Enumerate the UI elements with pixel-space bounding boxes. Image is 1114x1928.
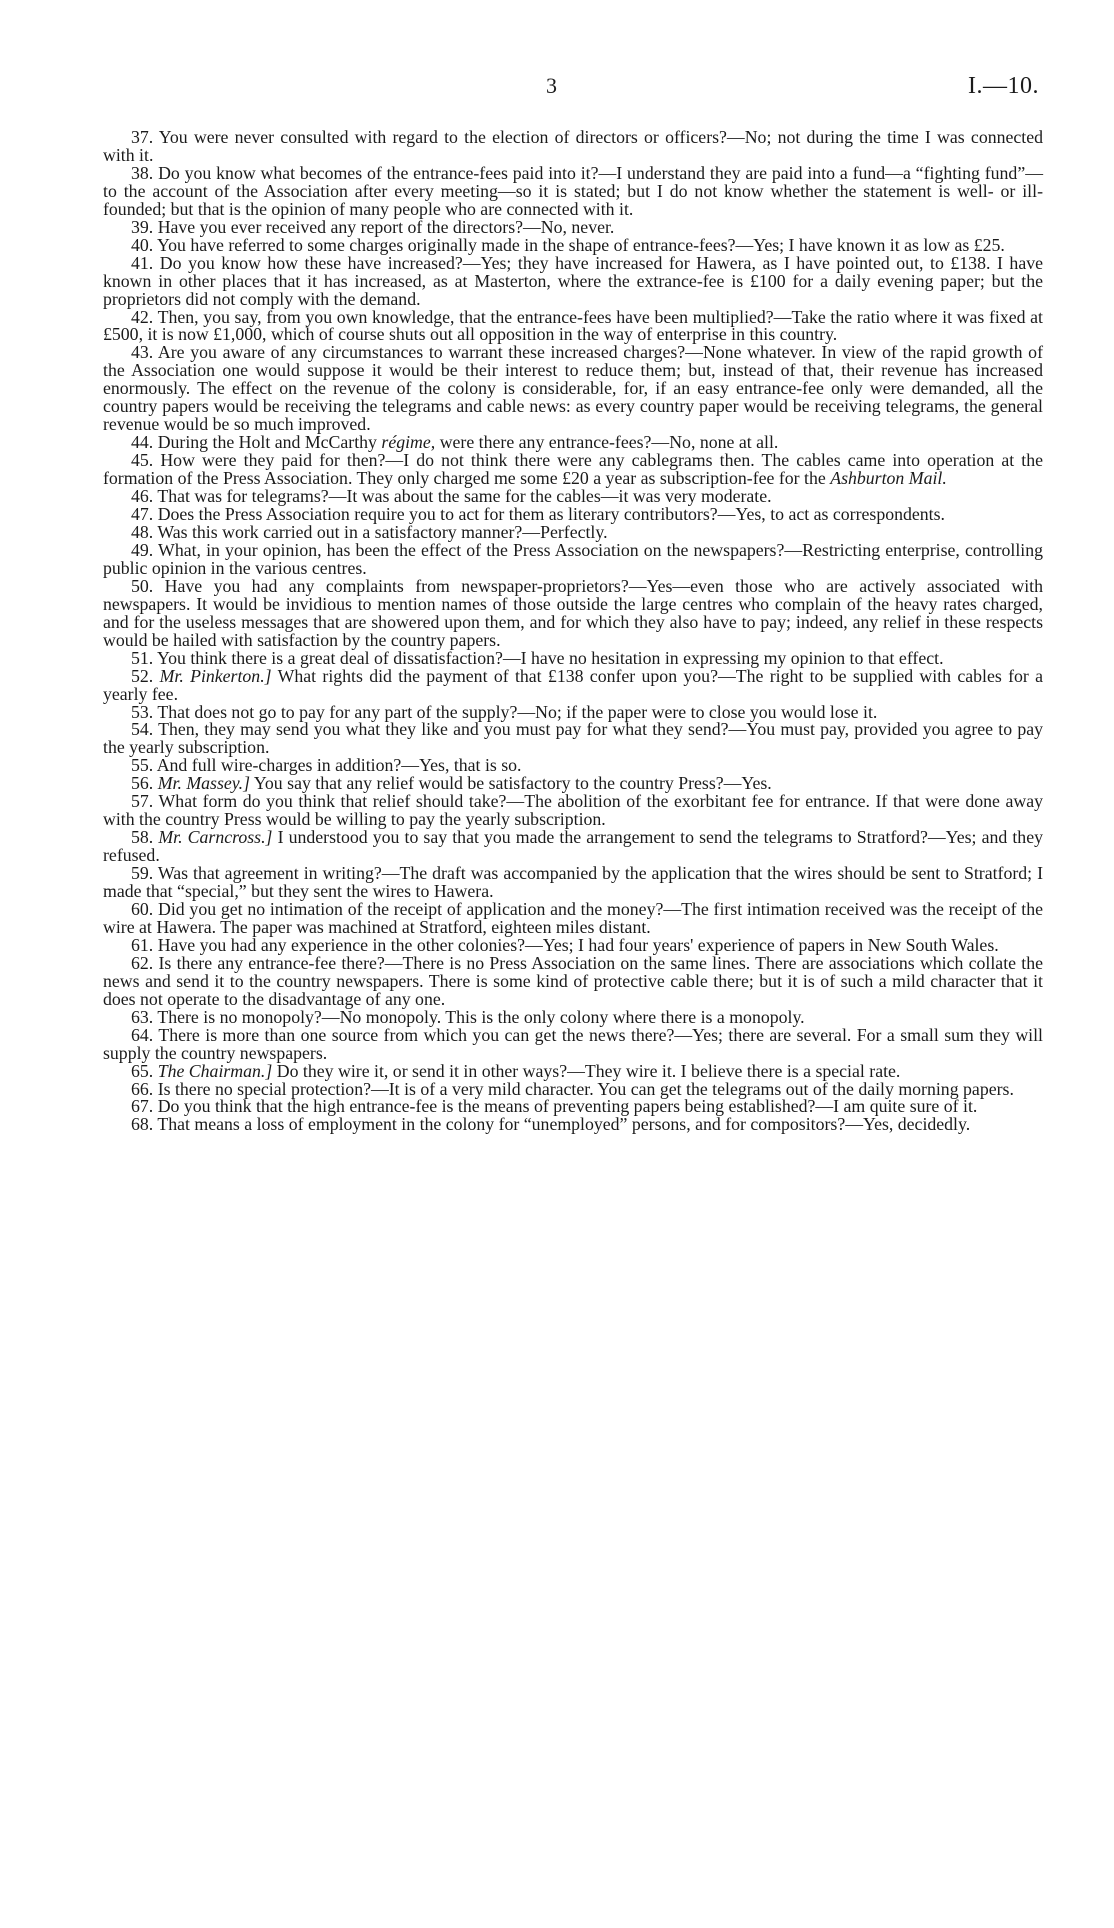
question-number: 67. <box>131 1096 154 1117</box>
evidence-paragraph <box>103 252 1043 309</box>
question-number: 43. <box>131 342 154 363</box>
evidence-paragraph <box>103 952 1043 1009</box>
paragraph-text: Do you know what becomes of the entrance-fees paid into it?—I understand they are paid into a fund—a “fighting fund”—to the account of the Association after every meeting—so it is stated; but I do not know whether the statement is well- or ill-founded; but that is the opinion of many people who are connected with it. <box>103 162 1043 219</box>
question-number: 47. <box>131 504 154 525</box>
paragraph-text: That means a loss of employment in the colony for “unemployed” persons, and for compositors?—Yes, decidedly. <box>157 1114 971 1135</box>
question-number: 48. <box>131 521 154 542</box>
paragraph-text: That does not go to pay for any part of the supply?—No; if the paper were to close you would lose it. <box>157 701 878 722</box>
question-number: 51. <box>131 647 154 668</box>
paragraph-text: You were never consulted with regard to the election of directors or officers?—No; not during the time I was connected with it. <box>103 127 1043 165</box>
question-number: 54. <box>131 719 154 740</box>
paragraph-text: What, in your opinion, has been the effect of the Press Association on the newspapers?—Restricting enterprise, controlling public opinion in the various centres. <box>103 539 1043 578</box>
question-number: 40. <box>131 234 154 255</box>
question-number: 37. <box>131 127 154 147</box>
paragraph-text: There is no monopoly?—No monopoly. This is the only colony where there is a monopoly. <box>157 1006 805 1027</box>
speaker-name: Mr. Pinkerton.] <box>159 665 272 686</box>
question-number: 56. <box>131 773 154 794</box>
paragraph-text: You think there is a great deal of dissatisfaction?—I have no hesitation in expressing my opinion to that effect. <box>157 647 944 668</box>
paragraph-text: What form do you think that relief should take?—The abolition of the exorbitant fee for entrance. If that were done away with the country Press would be willing to pay the yearly subscription. <box>103 791 1044 830</box>
evidence-paragraph <box>103 539 1043 578</box>
paragraph-text: Do they wire it, or send it in other ways?—They wire it. I believe there is a special rate. <box>276 1060 901 1081</box>
paragraph-text: How were they paid for then?—I do not think there were any cablegrams then. The cables came into operation at the formation of the Press Association. They only charged me some £20 a year as subscription-fee for the <box>103 450 1043 489</box>
paragraph-text: That was for telegrams?—It was about the same for the cables—it was very moderate. <box>157 486 772 507</box>
paragraph-text: There is more than one source from which you can get the news there?—Yes; there are several. For a small sum they will supply the country newspapers. <box>103 1024 1043 1063</box>
evidence-paragraph <box>103 344 1043 434</box>
question-number: 53. <box>131 701 154 722</box>
question-number: 61. <box>131 934 154 955</box>
paragraph-text: Was that agreement in writing?—The draft was accompanied by the application that the wires should be sent to Stratford; I made that “special,” but they sent the wires to Hawera. <box>103 863 1043 902</box>
paragraph-text: Have you had any complaints from newspaper-proprietors?—Yes—even those who are actively associated with newspapers. It would be invidious to mention names of those outside the large centres who complain of the heavy rates charged, and for the useless messages that are showered upon them, and for which they also have to pay; indeed, any relief in these respects would be hailed with satisfaction by the country papers. <box>103 575 1043 650</box>
question-number: 66. <box>131 1078 154 1099</box>
speaker-name: The Chairman.] <box>157 1060 273 1081</box>
paragraph-text: Did you get no intimation of the receipt of application and the money?—The first intimation received was the receipt of the wire at Hawera. The paper was machined at Stratford, eighteen miles distant. <box>103 898 1044 937</box>
question-number: 58. <box>131 827 154 848</box>
evidence-paragraph <box>103 575 1043 650</box>
paragraph-text: Do you think that the high entrance-fee is the means of preventing papers being established?—I am quite sure of it. <box>157 1096 978 1117</box>
question-number: 57. <box>131 791 154 812</box>
question-number: 62. <box>131 952 154 973</box>
evidence-paragraph <box>103 829 1043 865</box>
italic-term: régime, <box>381 432 436 453</box>
paragraph-text: You have referred to some charges originally made in the shape of entrance-fees?—Yes; I have known it as low as £25. <box>157 234 1005 255</box>
speaker-name: Mr. Massey.] <box>157 773 251 794</box>
paragraph-text: Then, you say, from you own knowledge, that the entrance-fees have been multiplied?—Take the ratio where it was fixed at £500, it is now £1,000, which of course shuts out all opposition in the way of enterprise in this country. <box>103 306 1043 345</box>
question-number: 41. <box>131 252 154 273</box>
evidence-paragraph <box>103 793 1043 829</box>
question-number: 63. <box>131 1006 154 1027</box>
evidence-paragraph <box>103 898 1044 937</box>
question-number: 65. <box>131 1060 154 1081</box>
question-number: 49. <box>131 539 154 560</box>
evidence-paragraph <box>103 1116 1043 1134</box>
question-number: 42. <box>131 306 154 327</box>
question-number: 60. <box>131 898 154 919</box>
evidence-paragraph <box>103 1024 1043 1063</box>
italic-term: Ashburton Mail. <box>830 468 947 489</box>
question-number: 39. <box>131 216 154 237</box>
question-number: 38. <box>131 162 154 183</box>
evidence-paragraph <box>103 665 1044 704</box>
evidence-text <box>103 129 1043 1134</box>
question-number: 44. <box>131 432 154 453</box>
question-number: 64. <box>131 1024 154 1045</box>
paragraph-text: Have you had any experience in the other colonies?—Yes; I had four years' experience of papers in New South Wales. <box>157 934 999 955</box>
question-number: 50. <box>131 575 154 596</box>
paragraph-text: Was this work carried out in a satisfactory manner?—Perfectly. <box>157 521 608 542</box>
question-number: 59. <box>131 863 154 884</box>
paragraph-text: Is there no special protection?—It is of a very mild character. You can get the telegrams out of the daily morning papers. <box>157 1078 1014 1099</box>
evidence-paragraph <box>103 129 1043 165</box>
paragraph-text: Does the Press Association require you to act for them as literary contributors?—Yes, to act as correspondents. <box>157 504 945 525</box>
paragraph-text: You say that any relief would be satisfactory to the country Press?—Yes. <box>253 773 772 794</box>
question-number: 46. <box>131 486 154 507</box>
speaker-name: Mr. Carncross.] <box>158 827 273 848</box>
evidence-paragraph <box>103 452 1043 488</box>
evidence-paragraph <box>103 865 1043 901</box>
paragraph-text-continued: were there any entrance-fees?—No, none at all. <box>439 432 779 453</box>
document-reference: I.—10. <box>968 73 1039 99</box>
paragraph-text: Is there any entrance-fee there?—There is no Press Association on the same lines. There are associations which collate the news and send it to the country newspapers. There is some kind of protective cable there; but it is of such a mild character that it does not operate to the disadvantage of any one. <box>103 952 1043 1009</box>
paragraph-text: I understood you to say that you made the arrangement to send the telegrams to Stratford?—Yes; and they refused. <box>103 827 1043 866</box>
paragraph-text: And full wire-charges in addition?—Yes, that is so. <box>156 755 522 776</box>
paragraph-text: What rights did the payment of that £138 confer upon you?—The right to be supplied with cables for a yearly fee. <box>103 665 1044 704</box>
paragraph-text: Are you aware of any circumstances to warrant these increased charges?—None whatever. In view of the rapid growth of the Association one would suppose it would be their interest to reduce them; but, instead of that, their revenue has increased enormously. The effect on the revenue of the colony is considerable, for, if an easy entrance-fee only were demanded, all the country papers would be receiving the telegrams and cable news: as every country paper would be receiving telegrams, the general revenue would be so much improved. <box>103 342 1043 435</box>
question-number: 68. <box>131 1114 154 1135</box>
evidence-paragraph <box>103 162 1043 219</box>
paragraph-text: Have you ever received any report of the directors?—No, never. <box>157 216 615 237</box>
question-number: 52. <box>131 665 154 686</box>
page-number: 3 <box>546 73 558 98</box>
paragraph-text: During the Holt and McCarthy <box>157 432 377 453</box>
paragraph-text: Do you know how these have increased?—Yes; they have increased for Hawera, as I have pointed out, to £138. I have known in other places that it has increased, as at Masterton, where the extrance-fee is £100 for a daily evening paper; but the proprietors did not comply with the demand. <box>103 252 1043 309</box>
evidence-paragraph <box>103 721 1043 757</box>
evidence-paragraph <box>103 306 1043 345</box>
question-number: 55. <box>131 755 154 776</box>
question-number: 45. <box>131 450 154 471</box>
paragraph-text: Then, they may send you what they like and you must pay for what they send?—You must pay, provided you agree to pay the yearly subscription. <box>103 719 1043 758</box>
